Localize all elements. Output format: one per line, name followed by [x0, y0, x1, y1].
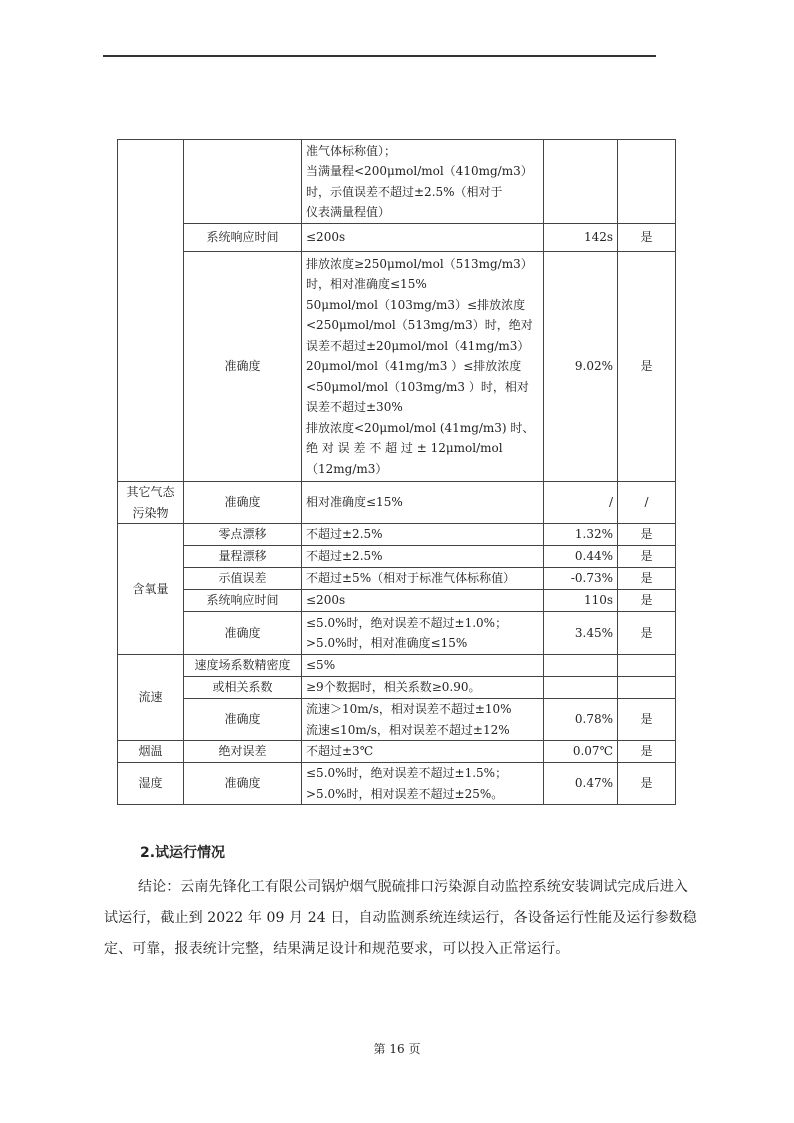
lines: （12mg/m3） [306, 461, 388, 476]
item-cell: 或相关系数 [184, 677, 302, 699]
qualified-cell: 是 [618, 741, 676, 763]
item-cell: 准确度 [184, 612, 302, 655]
item-cell: 准确度 [184, 699, 302, 741]
table-row [118, 546, 676, 568]
table-row [118, 741, 676, 763]
lines: 流速＞10m/s，相对误差不超过±10% [306, 702, 512, 716]
table-row [118, 252, 676, 482]
category-cell [118, 741, 184, 763]
header-rule [103, 55, 656, 57]
lines: >5.0%时，相对误差不超过±25%。 [306, 786, 504, 801]
item-cell: 零点漂移 [184, 524, 302, 546]
item-cell: 速度场系数精密度 [184, 655, 302, 677]
lines: >5.0%时，相对准确度≤15% [306, 636, 468, 650]
item-cell: 量程漂移 [184, 546, 302, 568]
requirement-cell [302, 524, 544, 546]
lines: ≤200s [306, 230, 346, 245]
requirement-cell [302, 252, 544, 482]
result-value-cell: / [544, 482, 618, 524]
item-cell: 系统响应时间 [184, 590, 302, 612]
requirement-cell [302, 655, 544, 677]
qualified-cell [618, 140, 676, 224]
category-cell [118, 655, 184, 741]
lines: 时，相对准确度≤15% [306, 277, 427, 292]
category-cell [118, 482, 184, 524]
inspection-results-table [117, 139, 676, 805]
page-number: 第 16 页 [373, 1042, 421, 1056]
qualified-cell: 是 [618, 568, 676, 590]
requirement-cell [302, 224, 544, 252]
result-value-cell: 9.02% [544, 252, 618, 482]
qualified-cell: 是 [618, 699, 676, 741]
category: 其它气态 [126, 485, 175, 499]
result-value-cell: 0.47% [544, 763, 618, 805]
requirement-cell [302, 763, 544, 805]
lines: 排放浓度<20μmol/mol (41mg/m3) 时、 [306, 420, 535, 435]
lines: ≥9个数据时，相关系数≥0.90。 [306, 680, 481, 695]
table-row [118, 524, 676, 546]
requirement-cell [302, 699, 544, 741]
lines: ≤200s [306, 593, 346, 608]
item-cell: 准确度 [184, 482, 302, 524]
requirement-cell [302, 546, 544, 568]
lines: <250μmol/mol（513mg/m3）时，绝对 [306, 318, 533, 333]
result-value-cell [544, 677, 618, 699]
lines: ≤5.0%时，绝对误差不超过±1.5%； [306, 766, 508, 780]
table-row [118, 482, 676, 524]
category-cell [118, 140, 184, 482]
table-row [118, 568, 676, 590]
table-row [118, 224, 676, 252]
requirement-cell [302, 741, 544, 763]
requirement-cell [302, 677, 544, 699]
lines: <50μmol/mol（103mg/m3 ）时，相对 [306, 379, 529, 394]
lines: 误差不超过±30% [306, 400, 403, 415]
result-value-cell [544, 655, 618, 677]
lines: 排放浓度≥250μmol/mol（513mg/m3） [306, 256, 533, 271]
lines: ≤5% [306, 658, 336, 673]
lines: 仪表满量程值） [306, 205, 391, 219]
qualified-cell: 是 [618, 546, 676, 568]
result-value-cell: 1.32% [544, 524, 618, 546]
requirement-cell [302, 590, 544, 612]
item-cell [184, 140, 302, 224]
result-value-cell: -0.73% [544, 568, 618, 590]
item-cell: 绝对误差 [184, 741, 302, 763]
table-row [118, 612, 676, 655]
result-value-cell: 3.45% [544, 612, 618, 655]
lines: 绝 对 误 差 不 超 过 ± 12μmol/mol [306, 441, 503, 456]
lines: 准气体标称值）； [306, 143, 397, 158]
qualified-cell: 是 [618, 763, 676, 805]
item-cell: 准确度 [184, 763, 302, 805]
section-heading: 2.试运行情况 [140, 845, 226, 861]
requirement-cell [302, 568, 544, 590]
table-row [118, 677, 676, 699]
result-value-cell: 0.44% [544, 546, 618, 568]
table-row [118, 590, 676, 612]
category: 含氧量 [132, 581, 169, 596]
table-row [118, 763, 676, 805]
qualified-cell: 是 [618, 524, 676, 546]
item-cell: 系统响应时间 [184, 224, 302, 252]
qualified-cell: 是 [618, 612, 676, 655]
conclusion-paragraph: 结论：云南先锋化工有限公司锅炉烟气脱硫排口污染源自动监控系统安装调试完成后进入试运行，截止到 2022 年 09 月 24 日，自动监测系统连续运行，各设备运行性能及运行参数稳定、可靠，报表统计完整，结果满足设计和规范要求，可以投入正常运行。 [104, 879, 697, 957]
lines: 不超过±3℃ [306, 744, 374, 759]
qualified-cell [618, 655, 676, 677]
result-value-cell: 0.07℃ [544, 741, 618, 763]
category: 湿度 [138, 776, 163, 791]
category: 流速 [138, 690, 163, 705]
category-cell [118, 763, 184, 805]
requirement-cell [302, 482, 544, 524]
requirement-cell [302, 612, 544, 655]
lines: 50μmol/mol（103mg/m3）≤排放浓度 [306, 297, 526, 312]
table-row [118, 699, 676, 741]
lines: 相对准确度≤15% [306, 495, 403, 510]
table-row [118, 655, 676, 677]
lines: ≤5.0%时，绝对误差不超过±1.0%； [306, 615, 508, 630]
lines: 流速≤10m/s，相对误差不超过±12% [306, 722, 510, 737]
category: 烟温 [138, 744, 163, 759]
result-value-cell [544, 140, 618, 224]
requirement-cell [302, 140, 544, 224]
lines: 不超过±2.5% [306, 527, 383, 542]
item-cell: 准确度 [184, 252, 302, 482]
lines: 20μmol/mol（41mg/m3 ）≤排放浓度 [306, 359, 522, 374]
category-cell [118, 524, 184, 655]
lines: 不超过±5%（相对于标准气体标称值） [306, 571, 516, 586]
result-value-cell: 0.78% [544, 699, 618, 741]
qualified-cell: / [618, 482, 676, 524]
lines: 当满量程<200μmol/mol（410mg/m3） [306, 164, 533, 178]
result-value-cell: 110s [544, 590, 618, 612]
qualified-cell: 是 [618, 252, 676, 482]
result-value-cell: 142s [544, 224, 618, 252]
qualified-cell [618, 677, 676, 699]
table-row [118, 140, 676, 224]
category: 污染物 [132, 505, 169, 520]
lines: 时，示值误差不超过±2.5%（相对于 [306, 184, 503, 199]
qualified-cell: 是 [618, 224, 676, 252]
lines: 不超过±2.5% [306, 549, 383, 564]
qualified-cell: 是 [618, 590, 676, 612]
item-cell: 示值误差 [184, 568, 302, 590]
lines: 误差不超过±20μmol/mol（41mg/m3） [306, 338, 530, 353]
